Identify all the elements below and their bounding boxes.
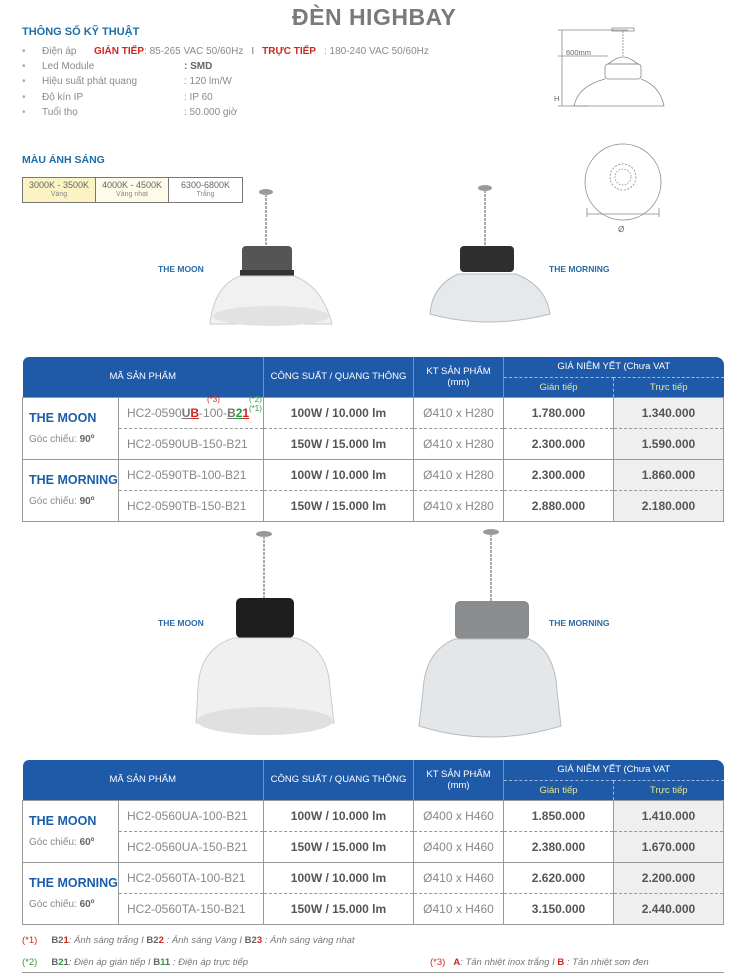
footnote-mark: (*3): [430, 957, 446, 968]
footnote-key: A: [453, 957, 461, 968]
product-name: THE MORNING: [29, 876, 118, 890]
footnote-mark: (*2): [22, 957, 38, 968]
header-size: [414, 760, 504, 800]
table-row: [23, 893, 724, 924]
price-direct: 1.590.000: [614, 428, 724, 459]
price-table-60deg: [22, 760, 724, 925]
footnote-text: : Điện áp trực tiếp: [170, 957, 249, 968]
color-range: 4000K - 4500K: [101, 180, 163, 190]
size: Ø410 x H280: [414, 428, 504, 459]
price-direct: 2.180.000: [614, 490, 724, 521]
highbay-lamp-icon: [415, 526, 565, 751]
the-morning-60-image: [415, 526, 565, 751]
code-part-b: B: [190, 405, 200, 420]
price-indirect: 1.850.000: [504, 800, 614, 831]
color-option-neutral: [96, 178, 169, 202]
size-label: KT SẢN PHẨM: [426, 365, 491, 377]
size-unit: (mm): [447, 376, 470, 388]
header-code: MÃ SẢN PHẨM: [23, 760, 264, 800]
product-code-annotated: [119, 394, 264, 428]
bullet-icon: •: [22, 91, 26, 103]
table-row: [23, 490, 724, 521]
h-label: H: [554, 94, 560, 103]
product-group-moon: [23, 397, 119, 459]
highbay-lamp-icon: [190, 528, 340, 748]
power: 150W / 15.000 lm: [264, 428, 414, 459]
separator: I: [251, 46, 255, 57]
product-name: THE MORNING: [29, 473, 118, 487]
size: Ø410 x H460: [414, 862, 504, 893]
power: 100W / 10.000 lm: [264, 459, 414, 490]
footnote-text: : Ánh sáng vàng nhạt: [262, 935, 355, 946]
price-indirect: 1.780.000: [504, 397, 614, 428]
footnote-text: : Tản nhiệt inox trắng I: [460, 957, 558, 968]
bottom-divider: [22, 972, 724, 973]
dimension-diagram: [548, 24, 688, 234]
the-morning-90-image: [428, 182, 553, 327]
beam-angle: Góc chiếu: 90º: [29, 434, 95, 445]
bullet-icon: •: [22, 106, 26, 118]
color-name: Vàng: [50, 191, 68, 198]
bullet-icon: •: [22, 61, 26, 73]
spec-label: Hiệu suất phát quang: [42, 76, 138, 88]
note-mark-2-1: (*2)(*1): [249, 394, 262, 413]
product-group-moon: [23, 800, 119, 862]
bullet-icon: •: [22, 46, 26, 57]
beam-angle: Góc chiếu: 60º: [29, 899, 95, 910]
direct-label: TRỰC TIẾP: [262, 46, 316, 57]
specs-heading: THÔNG SỐ KỸ THUẬT: [22, 26, 140, 38]
spec-label: Tuổi thọ: [42, 106, 78, 118]
label-the-morning-90: THE MORNING: [549, 264, 610, 274]
size-label: KT SẢN PHẨM: [426, 768, 491, 780]
beam-angle: Góc chiếu: 90º: [29, 496, 95, 507]
color-name: Vàng nhạt: [116, 191, 148, 198]
color-range: 3000K - 3500K: [28, 180, 90, 190]
power: 150W / 15.000 lm: [264, 490, 414, 521]
header-price: GIÁ NIÊM YẾT (Chưa VAT: [504, 357, 724, 377]
note-mark-3: (*3): [207, 394, 220, 404]
size: Ø400 x H460: [414, 800, 504, 831]
beam-angle: Góc chiếu: 60º: [29, 837, 95, 848]
indirect-label: GIÁN TIẾP: [94, 46, 145, 57]
price-indirect: 2.620.000: [504, 862, 614, 893]
price-direct: 1.340.000: [614, 397, 724, 428]
header-direct: Trực tiếp: [614, 377, 724, 397]
price-direct: 1.410.000: [614, 800, 724, 831]
price-indirect: 2.380.000: [504, 831, 614, 862]
power: 100W / 10.000 lm: [264, 397, 414, 428]
page-title: ĐÈN HIGHBAY: [292, 4, 457, 30]
spec-voltage: [22, 44, 429, 59]
size: Ø410 x H460: [414, 893, 504, 924]
light-color-heading: MÀU ÁNH SÁNG: [22, 154, 105, 166]
size-unit: (mm): [447, 779, 470, 791]
product-code: HC2-0590UB-150-B21: [119, 428, 264, 459]
footnote-text: : Điện áp gián tiếp I: [68, 957, 154, 968]
table-row: [23, 800, 724, 831]
spec-value: : 50.000 giờ: [184, 106, 238, 118]
specs-list: [22, 44, 429, 120]
product-code: HC2-0560TA-100-B21: [119, 862, 264, 893]
table-row: [23, 459, 724, 490]
footnote-text: : Ánh sáng trắng I: [68, 935, 147, 946]
size: Ø410 x H280: [414, 490, 504, 521]
product-name: THE MOON: [29, 411, 97, 425]
header-direct: Trực tiếp: [614, 780, 724, 800]
spec-label: Led Module: [42, 61, 95, 73]
power: 100W / 10.000 lm: [264, 800, 414, 831]
price-direct: 1.860.000: [614, 459, 724, 490]
spec-value: : SMD: [184, 61, 213, 73]
bullet-icon: •: [22, 76, 26, 88]
indirect-value: : 85-265 VAC 50/60Hz: [144, 46, 244, 57]
color-range: 6300-6800K: [180, 180, 231, 190]
the-moon-90-image: [206, 186, 336, 331]
power: 150W / 15.000 lm: [264, 893, 414, 924]
table-row: [23, 862, 724, 893]
table-row: [23, 428, 724, 459]
header-price: GIÁ NIÊM YẾT (Chưa VAT: [504, 760, 724, 780]
table-row: [23, 831, 724, 862]
color-option-warm: [23, 178, 96, 202]
code-part-b2: B: [227, 405, 236, 420]
spec-value: : 120 lm/W: [184, 76, 232, 88]
footnote-mark: (*1): [22, 935, 38, 946]
footnote-1: (*1) B21: Ánh sáng trắng I B22 : Ánh sáng Vàng I B23 : Ánh sáng vàng nhạt: [22, 935, 355, 946]
spec-led-module: [22, 59, 429, 74]
product-code: HC2-0590TB-150-B21: [119, 490, 264, 521]
header-power: CÔNG SUẤT / QUANG THÔNG: [264, 357, 414, 397]
size: Ø410 x H280: [414, 397, 504, 428]
price-indirect: 2.880.000: [504, 490, 614, 521]
price-direct: 2.200.000: [614, 862, 724, 893]
spec-ip: [22, 90, 429, 105]
direct-value: : 180-240 VAC 50/60Hz: [323, 46, 429, 57]
product-code: HC2-0560UA-150-B21: [119, 831, 264, 862]
header-indirect: Gián tiếp: [504, 780, 614, 800]
size: Ø400 x H460: [414, 831, 504, 862]
price-table-90deg: [22, 357, 724, 522]
header-indirect: Gián tiếp: [504, 377, 614, 397]
color-name: Trắng: [196, 191, 215, 198]
code-part-1: 1: [242, 405, 250, 420]
price-indirect: 2.300.000: [504, 459, 614, 490]
footnote-key: B: [557, 957, 565, 968]
highbay-lamp-icon: [428, 182, 553, 327]
power: 150W / 15.000 lm: [264, 831, 414, 862]
footnote-2: (*2) B21: Điện áp gián tiếp I B11 : Điện áp trực tiếp: [22, 957, 249, 968]
power: 100W / 10.000 lm: [264, 862, 414, 893]
price-direct: 2.440.000: [614, 893, 724, 924]
product-group-morning: [23, 459, 119, 521]
footnote-text: : Ánh sáng Vàng I: [163, 935, 245, 946]
spec-efficiency: [22, 74, 429, 89]
diameter-label: Ø: [618, 225, 625, 234]
spec-lifetime: [22, 105, 429, 120]
spec-value: : IP 60: [184, 91, 213, 103]
label-the-morning-60: THE MORNING: [549, 618, 610, 628]
height-600-label: 600mm: [566, 48, 592, 57]
the-moon-60-image: [190, 528, 340, 748]
header-power: CÔNG SUẤT / QUANG THÔNG: [264, 760, 414, 800]
highbay-lamp-icon: [206, 186, 336, 331]
product-code: HC2-0560UA-100-B21: [119, 800, 264, 831]
code-prefix: HC2-0590: [127, 405, 182, 420]
table-row: [23, 397, 724, 428]
price-direct: 1.670.000: [614, 831, 724, 862]
label-the-moon-60: THE MOON: [158, 618, 204, 628]
product-name: THE MOON: [29, 814, 97, 828]
header-size: [414, 357, 504, 397]
footnote-text: : Tản nhiệt sơn đen: [564, 957, 649, 968]
product-code: HC2-0590TB-100-B21: [119, 459, 264, 490]
spec-label: Độ kín IP: [42, 91, 84, 103]
product-group-morning: [23, 862, 119, 924]
footnote-3: [430, 957, 649, 968]
header-code: MÃ SẢN PHẨM: [23, 357, 264, 397]
product-code: HC2-0560TA-150-B21: [119, 893, 264, 924]
price-indirect: 3.150.000: [504, 893, 614, 924]
code-mid: -100-: [199, 405, 228, 420]
label-the-moon-90: THE MOON: [158, 264, 204, 274]
spec-label: Điện áp: [42, 46, 77, 57]
code-part-u: U: [181, 405, 191, 420]
size: Ø410 x H280: [414, 459, 504, 490]
code-part-2: 2: [235, 405, 243, 420]
price-indirect: 2.300.000: [504, 428, 614, 459]
